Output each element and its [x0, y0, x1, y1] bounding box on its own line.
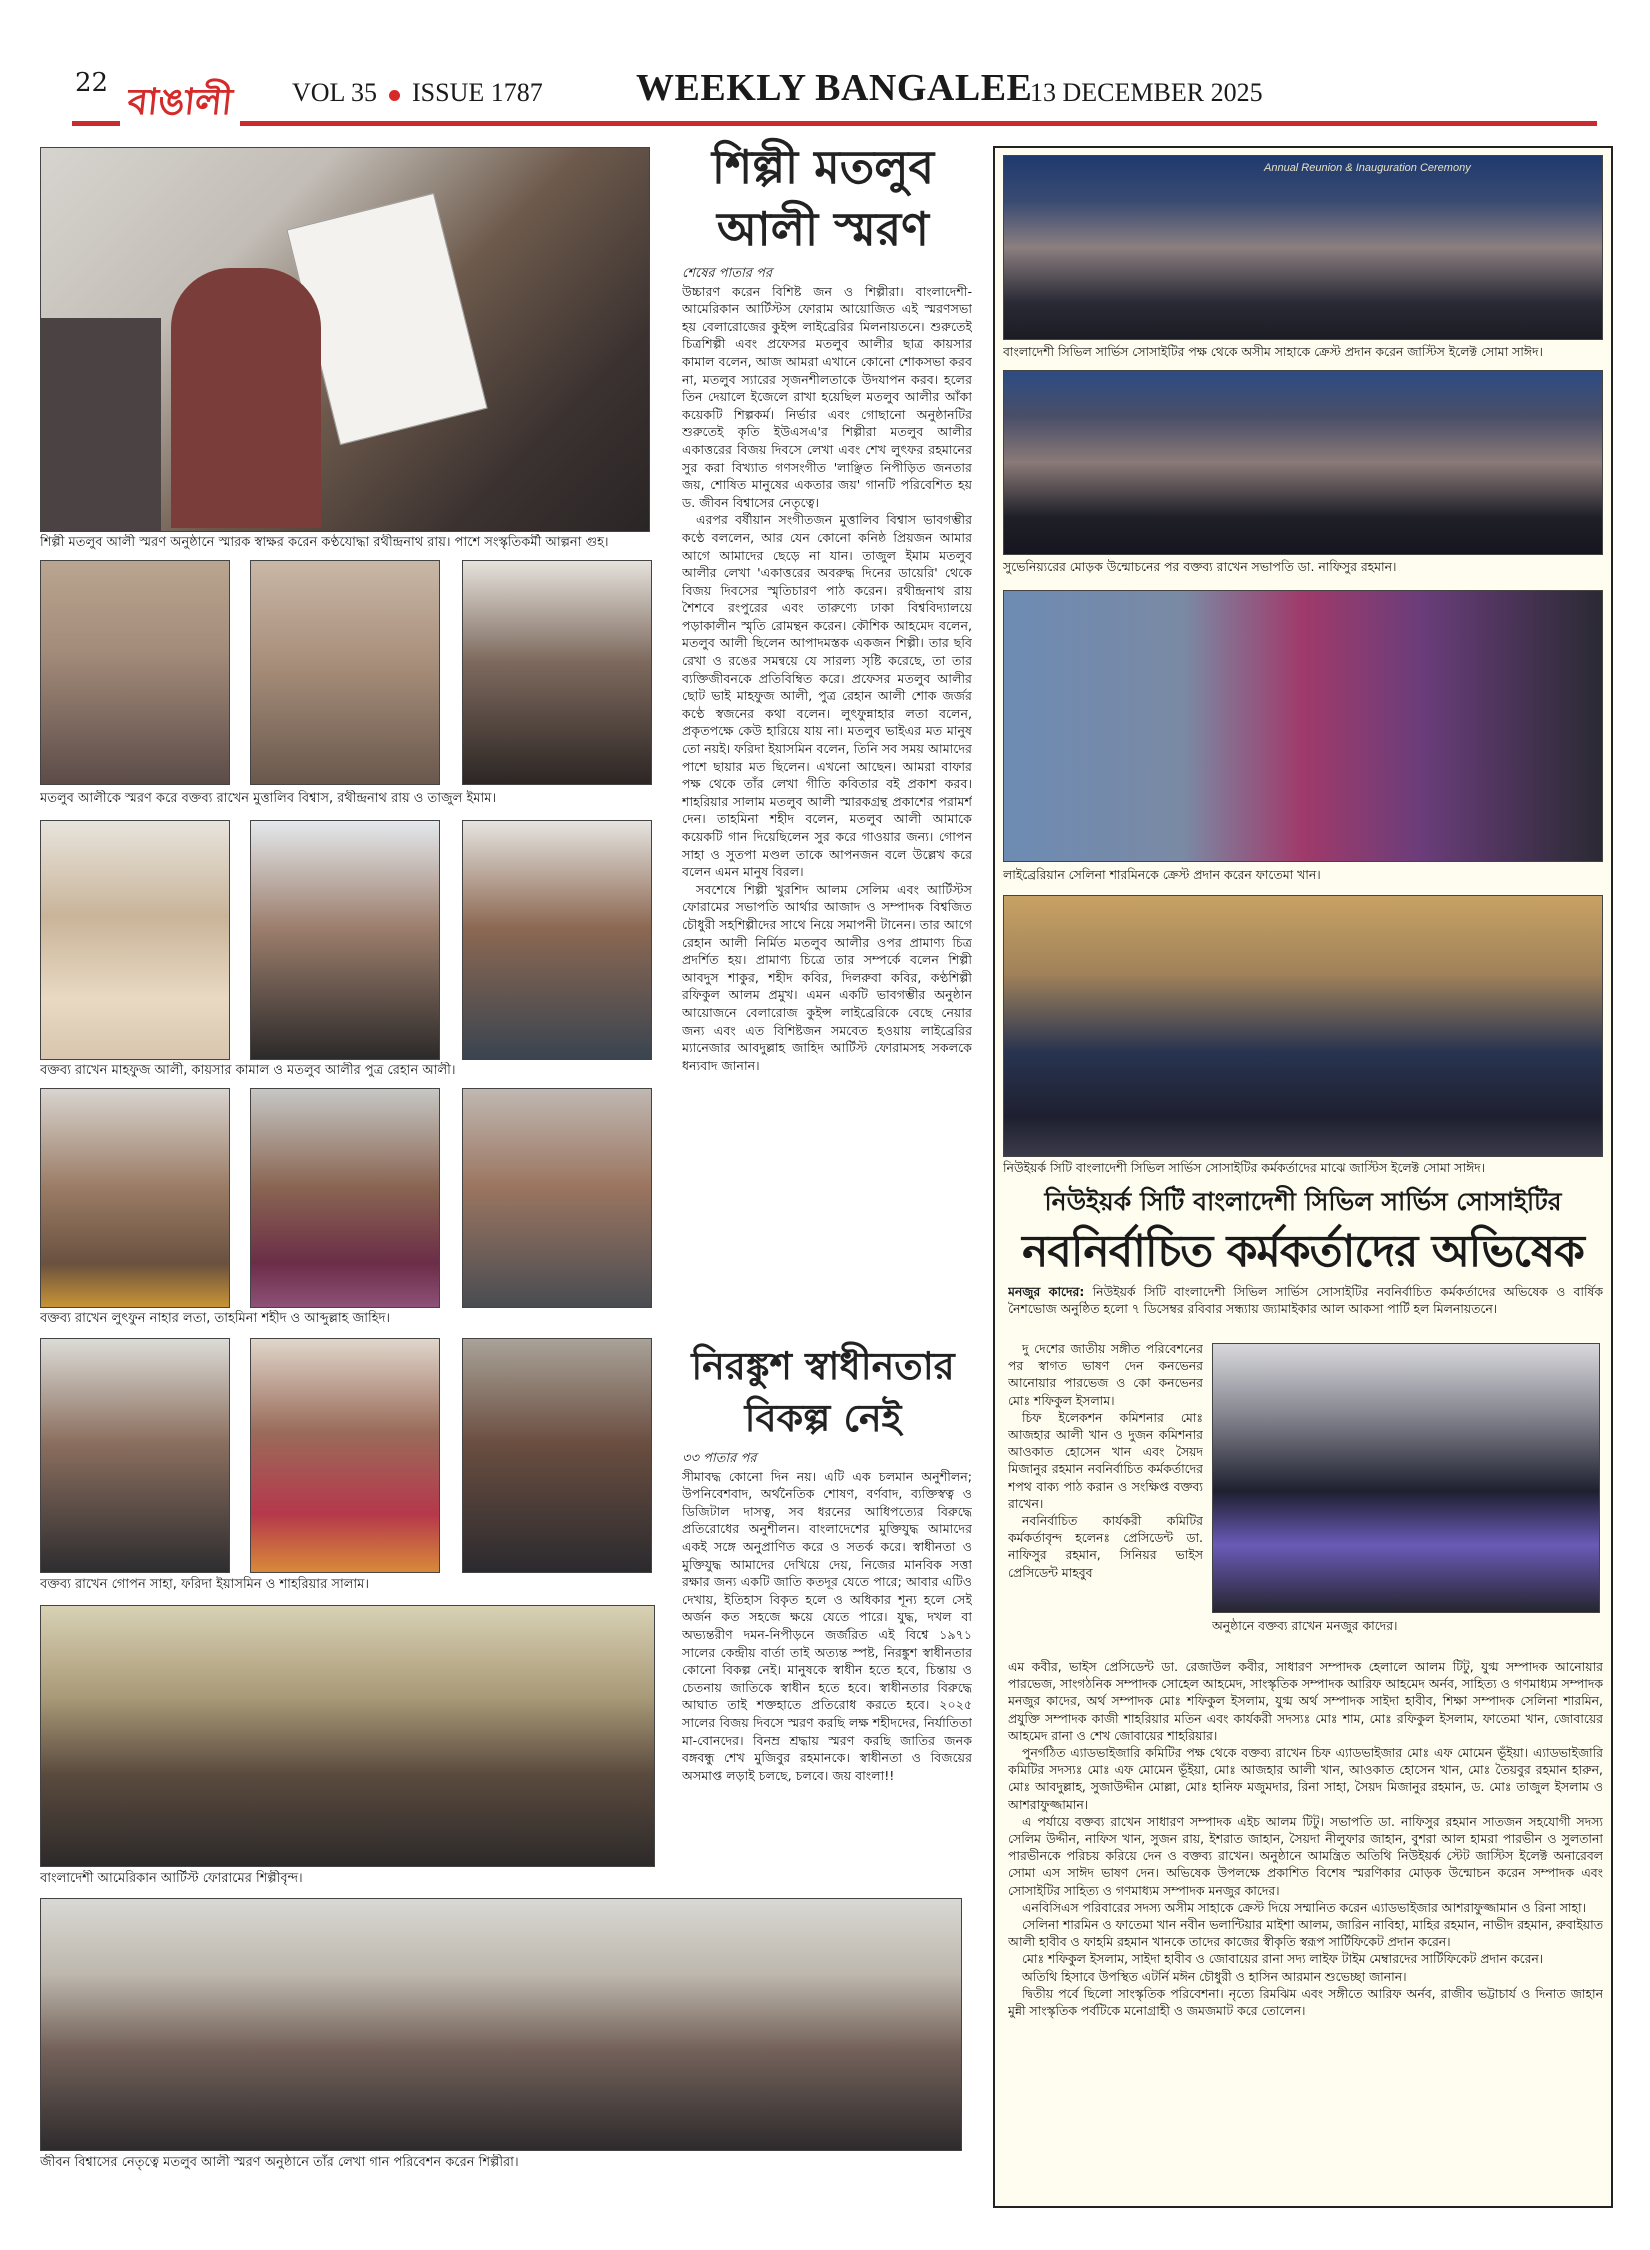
photo-speaker [462, 560, 652, 785]
photo-speaker [250, 1088, 440, 1308]
logo-text: বাঙালী [125, 82, 235, 123]
caption: বাংলাদেশী আমেরিকান আর্টিস্ট ফোরামের শিল্পীবৃন্দ। [40, 1871, 303, 1886]
article-body [682, 1450, 972, 1890]
caption: জীবন বিশ্বাসের নেতৃত্বে মতলুব আলী স্মরণ অনুষ্ঠানে তাঁর লেখা গান পরিবেশন করেন শিল্পীরা। [40, 2155, 519, 2170]
story-body-wide [1008, 1658, 1603, 2203]
issue: ISSUE 1787 [411, 78, 543, 107]
paragraph: নবনির্বাচিত কার্যকরী কমিটির কর্মকর্তাবৃন্দ হলেনঃ প্রেসিডেন্ট ডা. নাফিসুর রহমান, সিনিয়র ভাইস প্রেসিডেন্ট মাহবুব [1008, 1513, 1203, 1580]
article-body [682, 265, 972, 1325]
photo-speaker-monjur-kader [1212, 1343, 1600, 1613]
paragraph: দু দেশের জাতীয় সঙ্গীত পরিবেশনের পর স্বাগত ভাষণ দেন কনভেনর আনোয়ার পারভেজ ও কো কনভেনর মোঃ শফিকুল ইসলাম। [1008, 1341, 1203, 1408]
caption: লাইব্রেরিয়ান সেলিনা শারমিনকে ক্রেস্ট প্রদান করেন ফাতেমা খান। [1003, 867, 1321, 882]
story-lead [1008, 1283, 1603, 1338]
photo-speaker [40, 820, 230, 1060]
caption: অনুষ্ঠানে বক্তব্য রাখেন মনজুর কাদের। [1212, 1618, 1398, 1633]
volume-issue [292, 78, 543, 108]
photo-speaker [40, 1088, 230, 1308]
page-number: 22 [75, 68, 109, 98]
paragraph: উচ্চারণ করেন বিশিষ্ট জন ও শিল্পীরা। বাংলাদেশী-আমেরিকান আর্টিস্টস ফোরাম আয়োজিত এই স্মরণসভা হয় বেলারোজের কুইন্স লাইব্রেরির মিলনায়তনে। শুরুতেই চিত্রশিল্পী এবং প্রফেসর মতলুব আলীর ছাত্র কায়সার কামাল বলেন, আজ আমরা এখানে কোনো শোকসভা করব না, মতলুব স্যারের সৃজনশীলতাকে উদযাপন করব। হলের তিন দেয়ালে ইজেলে রাখা হয়েছিল মতলুব আলীর আঁকা কয়েকটি শিল্পকর্ম। নির্ভার এবং গোছানো অনুষ্ঠানটির শুরুতেই কৃতি ইউএসএ'র শিল্পীরা মতলুব আলীর একাত্তরের বিজয় দিবসে লেখা এবং শেখ লুৎফর রহমানের সুর করা বিখ্যাত গণসংগীত 'লাঞ্ছিত নিপীড়িত জনতার জয়, শোষিত মানুষের একতার জয়' গানটি পরিবেশিত হয় ড. জীবন বিশ্বাসের নেতৃত্বে। [682, 283, 972, 510]
caption: বাংলাদেশী সিভিল সার্ভিস সোসাইটির পক্ষ থেকে অসীম সাহাকে ক্রেস্ট প্রদান করেন জাস্টিস ইলেক্ট সোমা সাঈদ। [1003, 344, 1543, 359]
headline-line: বিকল্প নেই [744, 1396, 902, 1440]
caption: নিউইয়র্ক সিটি বাংলাদেশী সিভিল সার্ভিস সোসাইটির কর্মকর্তাদের মাঝে জাস্টিস ইলেক্ট সোমা সাঈদ। [1003, 1160, 1486, 1175]
photo-librarian-crest [1003, 590, 1603, 862]
headline-line: নিরঙ্কুশ স্বাধীনতার [691, 1344, 955, 1388]
paragraph: সীমাবদ্ধ কোনো দিন নয়। এটি এক চলমান অনুশীলন; উপনিবেশবাদ, অর্থনৈতিক শোষণ, বর্ণবাদ, ব্যক্তিস্বত্ব ও ডিজিটাল দাসত্ব, সব ধরনের আধিপত্যের বিরুদ্ধে প্রতিরোধের অনুশীলন। বাংলাদেশের মুক্তিযুদ্ধ আমাদের একই সঙ্গে অনুপ্রাণিত করে ও সতর্ক করে। স্বাধীনতা ও মুক্তিযুদ্ধ আমাদের দেখিয়ে দেয়, নিজের মানবিক সত্তা রক্ষার জন্য একটি জাতি কতদূর যেতে পারে; আবার এটিও দেখায়, ইতিহাস বিকৃত হলে ও অধিকার শূন্য হলে সেই অর্জন কত সহজে ক্ষয়ে যেতে পারে। যুদ্ধ, দখল বা অভ্যন্তরীণ দমন-নিপীড়নে জর্জরিত এই বিশ্বে ১৯৭১ সালের কেন্দ্রীয় বার্তা তাই অত্যন্ত স্পষ্ট, নিরঙ্কুশ স্বাধীনতার কোনো বিকল্প নেই। মানুষকে স্বাধীন হতে হবে, চিন্তায় ও চেতনায় জাতিকে স্বাধীন হতে হবে। স্বাধীনতার বিরুদ্ধে আঘাত তাই শক্তহাতে প্রতিরোধ করতে হবে। ২০২৫ সালের বিজয় দিবসে স্মরণ করছি লক্ষ শহীদদের, নির্যাতিতা মা-বোনদের। বিনম্র শ্রদ্ধায় স্মরণ করছি জাতির জনক বঙ্গবন্ধু শেখ মুজিবুর রহমানকে। স্বাধীনতা ও বিজয়ের অসমাপ্ত লড়াই চলছে, চলবে। জয় বাংলা!! [682, 1468, 972, 1783]
paragraph: এনবিসিএস পরিবারের সদস্য অসীম সাহাকে ক্রেস্ট দিয়ে সম্মানিত করেন এ্যাডভাইজার আশরাফুজ্জামান ও রিনা সাহা। [1022, 1899, 1587, 1915]
byline: মনজুর কাদের: [1008, 1284, 1085, 1299]
article-headline [668, 136, 978, 260]
caption: বক্তব্য রাখেন লুৎফুন নাহার লতা, তাহমিনা শহীদ ও আব্দুল্লাহ জাহিদ। [40, 1311, 391, 1326]
paragraph: এরপর বর্ষীয়ান সংগীতজন মুত্তালিব বিশ্বাস ভাবগম্ভীর কণ্ঠে বললেন, আর যেন কোনো কনিষ্ঠ প্রিয়জন আমার আগে আমাদের ছেড়ে না যান। তাজুল ইমাম মতলুব আলীর লেখা 'একাত্তরের অবরুদ্ধ দিনের ডায়েরি' থেকে বিজয় দিবসের স্মৃতিচারণ পাঠ করেন। রথীন্দ্রনাথ রায় শৈশবে রংপুরের এবং তারুণ্যে ঢাকা বিশ্ববিদ্যালয়ে পড়াকালীন স্মৃতি রোমন্থন করেন। কৌশিক আহমেদ বলেন, মতলুব আলী ছিলেন আপাদমস্তক একজন শিল্পী। তার ছবি রেখা ও রঙের সমন্বয়ে যে সারল্য সৃষ্টি করেছে, তা তার ব্যক্তিজীবনকে প্রতিবিম্বিত করে। প্রফেসর মতলুব আলীর ছোট ভাই মাহফুজ আলী, পুত্র রেহান আলী শোক জর্জর কণ্ঠে স্বজনের কথা বলেন। লুৎফুন্নাহার লতা বলেন, প্রকৃতপক্ষে কেউ হারিয়ে যায় না। মতলুব ভাইএর মত মানুষ তো নয়ই। ফরিদা ইয়াসমিন বলেন, তিনি সব সময় আমাদের পাশে ছায়ার মত ছিলেন। এখনো আছেন। আমরা বাফার পক্ষ থেকে তাঁর লেখা গীতি কবিতার বই প্রকাশ করব। শাহরিয়ার সালাম মতলুব আলী স্মারকগ্রন্থ প্রকাশের পরামর্শ দেন। তাহমিনা শহীদ বলেন, মতলুব আলী আমাকে কয়েকটি গান দিয়েছিলেন সুর করে গাওয়ার জন্য। গোপন সাহা ও সুতপা মণ্ডল তাকে আপনজন বলে উল্লেখ করে বলেন এমন মানুষ বিরল। [682, 512, 972, 880]
paragraph: সেলিনা শারমিন ও ফাতেমা খান নবীন ভলান্টিয়ার মাইশা আলম, জারিন নাবিহা, মাহির রহমান, নাভীদ রহমান, রুবাইয়াত আলী হাবীব ও ফাহমি রহমান খানকে তাদের কাজের স্বীকৃতি স্বরূপ সার্টিফিকেট প্রদান করেন। [1008, 1917, 1603, 1950]
paragraph: পুনর্গঠিত এ্যাডভাইজারি কমিটির পক্ষ থেকে বক্তব্য রাখেন চিফ এ্যাডভাইজার মোঃ এফ মোমেন ভূঁইয়া। এ্যাডভাইজারি কমিটির সদস্যঃ মোঃ এফ মোমেন ভূঁইয়া, মোঃ আজহার আলী খান, আওকাত হোসেন খান, মোঃ তৈয়বুর রহমান হারুন, মোঃ আবদুল্লাহ, সুজাউদ্দীন মোল্লা, মোঃ হানিফ মজুমদার, রিনা সাহা, সৈয়দ মিজানুর রহমান, ড. মোঃ তাজুল ইসলাম ও আশরাফুজ্জামান। [1008, 1745, 1603, 1812]
headline-line: আলী স্মরণ [717, 202, 929, 256]
paragraph: অতিথি হিসাবে উপস্থিত এটর্নি মঈন চৌধুরী ও হাসিন আরমান শুভেচ্ছা জানান। [1022, 1968, 1407, 1984]
bullet-icon [389, 90, 400, 101]
paragraph: মোঃ শফিকুল ইসলাম, সাইদা হাবীব ও জোবায়ের রানা সদ্য লাইফ টাইম মেম্বারদের সার্টিফিকেট প্রদান করেন। [1022, 1951, 1544, 1967]
masthead-rule [72, 121, 1597, 126]
photo-officials-group [1003, 895, 1603, 1157]
caption: বক্তব্য রাখেন গোপন সাহা, ফরিদা ইয়াসমিন ও শাহরিয়ার সালাম। [40, 1577, 370, 1592]
paragraph: সবশেষে শিল্পী খুরশিদ আলম সেলিম এবং আর্টিস্টস ফোরামের সভাপতি আর্থার আজাদ ও সম্পাদক বিশ্বজিত চৌধুরী সহশিল্পীদের সাথে নিয়ে সমাপনী টানেন। তার আগে রেহান আলী নির্মিত মতলুব আলীর ওপর প্রামাণ্য চিত্র প্রদর্শিত হয়। প্রামাণ্য চিত্রে তার সম্পর্কে বলেন শিল্পী আবদুস শাকুর, শহীদ কবির, দিলরুবা কবির, কণ্ঠশিল্পী রফিকুল আলম প্রমুখ। এমন একটি ভাবগম্ভীর অনুষ্ঠান আয়োজনে বেলারোজ কুইন্স লাইব্রেরিকে বেছে নেয়ার জন্য এবং এত বিশিষ্টজন সমবেত হওয়ায় লাইব্রেরির ম্যানেজার আবদুল্লাহ জাহিদ আর্টিস্ট ফোরামসহ সকলকে ধন্যবাদ জানান। [682, 881, 972, 1073]
caption: মতলুব আলীকে স্মরণ করে বক্তব্য রাখেন মুত্তালিব বিশ্বাস, রথীন্দ্রনাথ রায় ও তাজুল ইমাম। [40, 791, 497, 806]
photo-speaker [462, 1338, 652, 1573]
continued-from-label: ৩৩ পাতার পর [682, 1451, 757, 1466]
lead-paragraph: নিউইয়র্ক সিটি বাংলাদেশী সিভিল সার্ভিস সোসাইটির নবনির্বাচিত কর্মকর্তাদের অভিষেক ও বার্ষিক নৈশভোজ অনুষ্ঠিত হলো ৭ ডিসেম্বর রবিবার সন্ধ্যায় জ্যামাইকার আল আকসা পার্টি হল মিলনায়তনে। [1008, 1284, 1603, 1316]
paragraph: দ্বিতীয় পর্বে ছিলো সাংস্কৃতিক পরিবেশনা। নৃত্যে রিমঝিম এবং সঙ্গীতে আরিফ অর্নব, রাজীব ভট্টাচার্য ও দিনাত জাহান মুন্নী সাংস্কৃতিক পর্বটিকে মনোগ্রাহী ও জমজমাট করে তোলেন। [1008, 1985, 1603, 2019]
story-headline: নবনির্বাচিত কর্মকর্তাদের অভিষেক [1022, 1226, 1584, 1277]
caption: শিল্পী মতলুব আলী স্মরণ অনুষ্ঠানে স্মারক স্বাক্ষর করেন কণ্ঠযোদ্ধা রথীন্দ্রনাথ রায়। পাশে সংস্কৃতিকর্মী আল্পনা গুহ। [40, 535, 609, 550]
photo-artists-group [40, 1605, 655, 1867]
paper-name: WEEKLY BANGALEE [636, 67, 1033, 109]
photo-speaker [462, 1088, 652, 1308]
photo-crest-presentation [1003, 155, 1603, 340]
issue-date: 13 DECEMBER 2025 [1030, 78, 1263, 107]
headline-line: শিল্পী মতলুব [711, 140, 935, 194]
paragraph: চিফ ইলেকশন কমিশনার মোঃ আজহার আলী খান ও দুজন কমিশনার আওকাত হোসেন খান এবং সৈয়দ মিজানুর রহমান নবনির্বাচিত কর্মকর্তাদের শপথ বাক্য পাঠ করান ও সংক্ষিপ্ত বক্তব্য রাখেন। [1008, 1409, 1203, 1511]
caption: সুভেনিয়্যরের মোড়ক উন্মোচনের পর বক্তব্য রাখেন সভাপতি ডা. নাফিসুর রহমান। [1003, 559, 1397, 574]
photo-speaker [462, 820, 652, 1060]
photo-speaker [40, 560, 230, 785]
photo-speaker [250, 560, 440, 785]
photo-banner-text: Annual Reunion & Inauguration Ceremony [1264, 162, 1471, 174]
story-body-narrow [1008, 1340, 1203, 1658]
caption: বক্তব্য রাখেন মাহফুজ আলী, কায়সার কামাল ও মতলুব আলীর পুত্র রেহান আলী। [40, 1063, 456, 1078]
photo-signing-portrait [40, 147, 650, 532]
photo-speaker [250, 1338, 440, 1573]
newspaper-logo [120, 72, 240, 134]
story-kicker: নিউইয়র্ক সিটি বাংলাদেশী সিভিল সার্ভিস সোসাইটির [1044, 1187, 1562, 1216]
paragraph: এ পর্যায়ে বক্তব্য রাখেন সাধারণ সম্পাদক এইচ আলম টিটু। সভাপতি ডা. নাফিসুর রহমান সাতজন সহযোগী সদস্য সেলিম উদ্দীন, নাফিস খান, সুজন রায়, ইশরাত জাহান, সৈয়দা নীলুফার জাহান, বুশরা আল হামরা পারভীন ও সুলতানা পারভীনকে পরিচয় করিয়ে দেন ও বক্তব্য রাখেন। অনুষ্ঠানে আমন্ত্রিত অতিথি নিউইয়র্ক স্টেট জাস্টিস ইলেক্ট অনারেবল সোমা এস সাঈদ ভাষণ দেন। অভিষেক উপলক্ষে প্রকাশিত বিশেষ স্মরণিকার মোড়ক উন্মোচন করেন সম্পাদক এবং সোসাইটির সাহিত্য ও গণমাধ্যম সম্পাদক মনজুর কাদের। [1008, 1813, 1603, 1898]
volume: VOL 35 [292, 78, 377, 107]
photo-singers-group [40, 1898, 962, 2151]
photo-souvenir-unveiling [1003, 370, 1603, 555]
photo-speaker [40, 1338, 230, 1573]
continued-from-label: শেষের পাতার পর [682, 266, 773, 281]
photo-speaker [250, 820, 440, 1060]
paragraph: এম কবীর, ভাইস প্রেসিডেন্ট ডা. রেজাউল কবীর, সাধারণ সম্পাদক হেলালে আলম টিটু, যুগ্ম সম্পাদক আনোয়ার পারভেজ, সাংগঠনিক সম্পাদক সোহেল আহমেদ, সাংস্কৃতিক সম্পাদক আরিফ আহমেদ অর্নব, সাহিত্য ও গণমাধ্যম সম্পাদক মনজুর কাদের, অর্থ সম্পাদক মোঃ শফিকুল ইসলাম, যুগ্ম অর্থ সম্পাদক সাইদা হাবীব, শিক্ষা সম্পাদক সেলিনা শারমিন, প্রযুক্তি সম্পাদক কাজী শাহরিয়ার মতিন এবং কার্যকরী সদস্যঃ মোঃ শাম, মোঃ রফিকুল ইসলাম, ফাতেমা খান, জোবায়ের আহমেদ রানা ও শেখ জোবায়ের শাহরিয়ার। [1008, 1659, 1603, 1743]
article-headline [668, 1340, 978, 1444]
